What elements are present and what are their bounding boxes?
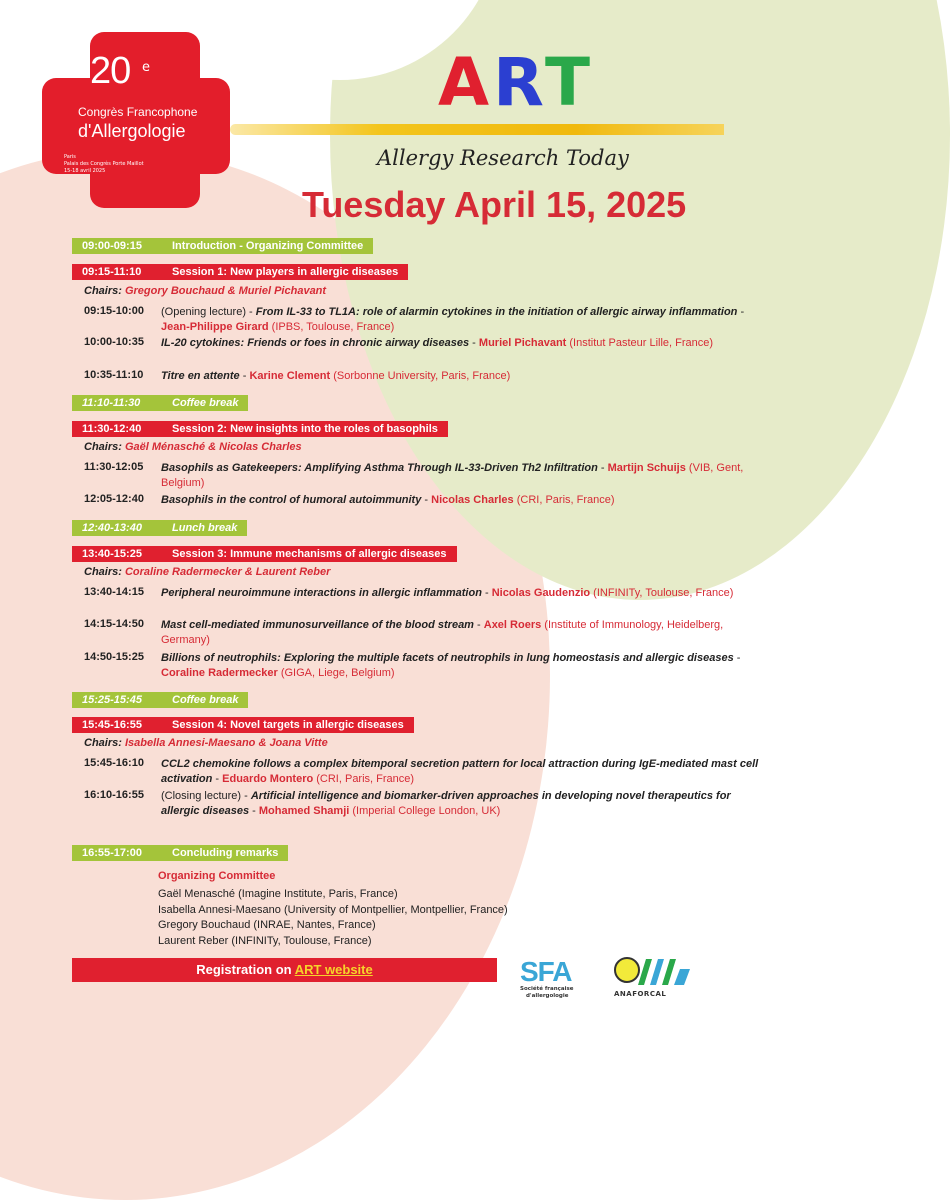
session1-bar: 09:15-11:10 Session 1: New players in allergic diseases [72, 264, 408, 280]
art-letter-t: T [544, 44, 594, 121]
anaforcal-logo: ANAFORCAL [614, 955, 694, 1003]
committee-member: Laurent Reber (INFINITy, Toulouse, France) [158, 934, 372, 947]
logo-superscript: e [142, 60, 150, 75]
logo-line1: Congrès Francophone [78, 105, 198, 119]
committee-member: Isabella Annesi-Maesano (University of Montpellier, Montpellier, France) [158, 903, 508, 916]
anaforcal-mark-icon [614, 955, 692, 989]
logo-line2: d'Allergologie [78, 121, 186, 141]
organizing-committee-list [158, 887, 508, 949]
committee-member: Gregory Bouchaud (INRAE, Nantes, France) [158, 919, 376, 931]
coffee-break-bar: 15:25-15:45 Coffee break [72, 692, 248, 708]
art-logo [438, 44, 594, 121]
congress-logo [42, 32, 230, 208]
coffee-break-bar: 11:10-11:30 Coffee break [72, 395, 248, 411]
art-letter-a: A [438, 44, 494, 121]
logo-venue: Paris Palais des Congrès Porte Maillot [64, 154, 144, 167]
logo-number: 20 [90, 50, 131, 92]
registration-banner: Registration on ART website [72, 958, 497, 982]
intro-bar: 09:00-09:15 Introduction - Organizing Committee [72, 238, 373, 254]
session2-bar: 11:30-12:40 Session 2: New insights into the roles of basophils [72, 421, 448, 437]
sfa-logo: SFA Société française d'allergologie [520, 956, 574, 999]
logo-dates: 15-18 avril 2025 [64, 168, 106, 174]
session3-chairs: Chairs: Coraline Radermecker & Laurent Reber [84, 566, 331, 578]
page-title: Tuesday April 15, 2025 [302, 184, 687, 225]
session1-chairs: Chairs: Gregory Bouchaud & Muriel Pichavant [84, 285, 327, 297]
art-letter-r: R [493, 44, 545, 121]
yellow-brush-stroke [230, 124, 724, 135]
session4-bar: 15:45-16:55 Session 4: Novel targets in allergic diseases [72, 717, 414, 733]
session3-bar: 13:40-15:25 Session 3: Immune mechanisms of allergic diseases [72, 546, 457, 562]
concluding-bar: 16:55-17:00 Concluding remarks [72, 845, 288, 861]
tagline: Allergy Research Today [377, 146, 629, 170]
committee-member: Gaël Menasché (Imagine Institute, Paris, France) [158, 888, 398, 900]
art-website-link[interactable]: ART website [294, 962, 373, 977]
lunch-break-bar: 12:40-13:40 Lunch break [72, 520, 247, 536]
session2-chairs: Chairs: Gaël Ménasché & Nicolas Charles [84, 441, 302, 453]
organizing-committee-title: Organizing Committee [158, 870, 276, 882]
session4-chairs: Chairs: Isabella Annesi-Maesano & Joana Vitte [84, 737, 328, 749]
